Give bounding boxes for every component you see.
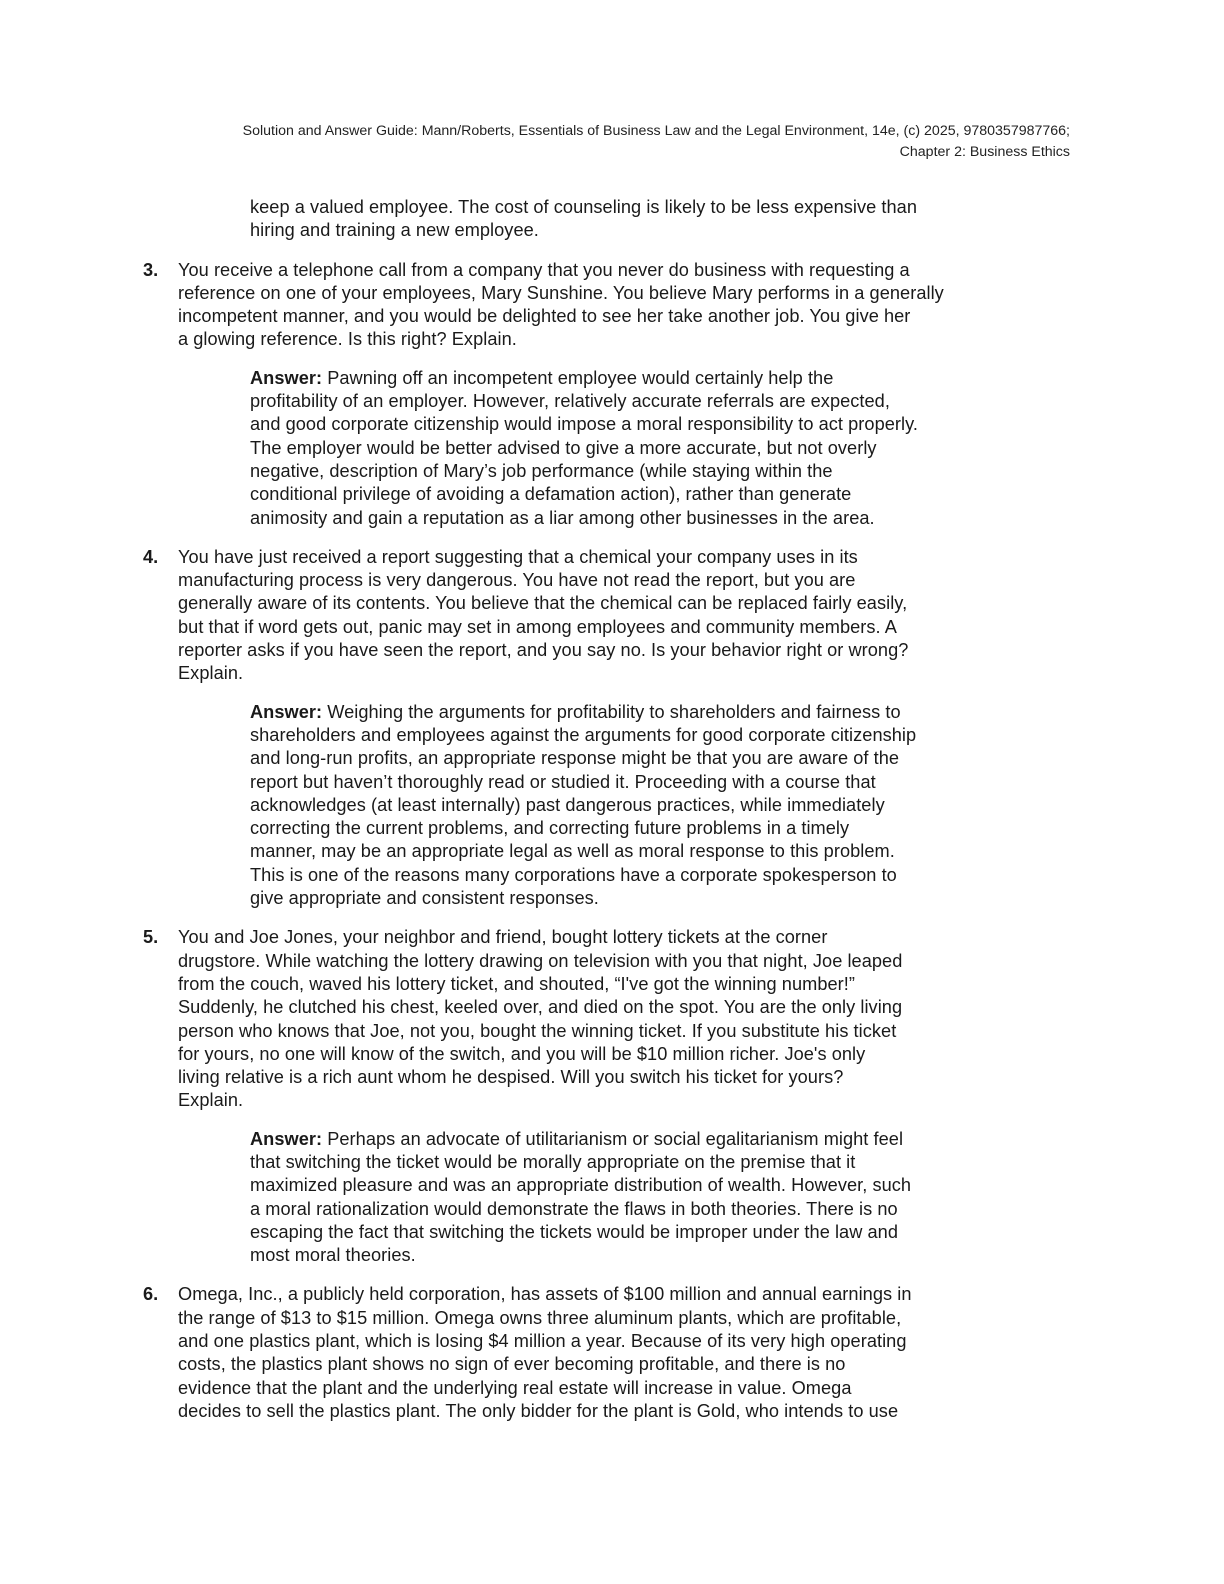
question-number: 3. [143, 259, 159, 280]
text-line: hiring and training a new employee. [250, 220, 539, 241]
text-line: You have just received a report suggesting that a chemical your company uses in its [178, 546, 858, 567]
answer-3 [250, 367, 1080, 530]
text-line: shareholders and employees against the arguments for good corporate citizenship [250, 724, 917, 745]
header-chapter-title: Chapter 2: Business Ethics [899, 144, 1070, 160]
answer-text: Weighing the arguments for profitability to shareholders and fairness to [322, 701, 901, 722]
text-line: most moral theories. [250, 1245, 416, 1266]
text-line [250, 1128, 1080, 1151]
page-body [0, 196, 1224, 1423]
text-line: Suddenly, he clutched his chest, keeled over, and died on the spot. You are the only living [178, 997, 903, 1018]
text-line: give appropriate and consistent responses. [250, 888, 599, 909]
text-line: You and Joe Jones, your neighbor and friend, bought lottery tickets at the corner [178, 927, 828, 948]
text-line: maximized pleasure and was an appropriate distribution of wealth. However, such [250, 1175, 912, 1196]
text-line: that switching the ticket would be morally appropriate on the premise that it [250, 1151, 856, 1172]
text-line: and one plastics plant, which is losing $4 million a year. Because of its very high operating [178, 1331, 907, 1352]
text-line: profitability of an employer. However, relatively accurate referrals are expected, [250, 391, 890, 412]
text-line: acknowledges (at least internally) past dangerous practices, while immediately [250, 794, 885, 815]
text-line: decides to sell the plastics plant. The only bidder for the plant is Gold, who intends to use [178, 1400, 899, 1421]
question-number: 4. [143, 546, 159, 567]
text-line: report but haven’t thoroughly read or studied it. Proceeding with a course that [250, 771, 876, 792]
question-6 [143, 1283, 1078, 1423]
text-line: conditional privilege of avoiding a defamation action), rather than generate [250, 484, 852, 505]
answer-label: Answer: [250, 1128, 323, 1149]
text-line: Explain. [178, 1090, 244, 1111]
text-line: and good corporate citizenship would impose a moral responsibility to act properly. [250, 414, 919, 435]
text-line: from the couch, waved his lottery ticket, and shouted, “I've got the winning number!” [178, 973, 855, 994]
text-line: The employer would be better advised to give a more accurate, but not overly [250, 437, 877, 458]
running-header [58, 121, 1070, 163]
question-4 [143, 546, 1078, 686]
answer-4 [250, 701, 1080, 911]
text-line: costs, the plastics plant shows no sign of ever becoming profitable, and there is no [178, 1354, 846, 1375]
previous-answer-continuation [250, 196, 1080, 243]
text-line: a moral rationalization would demonstrate the flaws in both theories. There is no [250, 1198, 898, 1219]
text-line: You receive a telephone call from a company that you never do business with requesting a [178, 259, 910, 280]
text-line: manufacturing process is very dangerous. You have not read the report, but you are [178, 570, 856, 591]
text-line: a glowing reference. Is this right? Explain. [178, 329, 517, 350]
text-line [250, 367, 1080, 390]
text-line: but that if word gets out, panic may set in among employees and community members. A [178, 616, 897, 637]
answer-text: Pawning off an incompetent employee would certainly help the [322, 367, 834, 388]
text-line: drugstore. While watching the lottery drawing on television with you that night, Joe leaped [178, 950, 903, 971]
text-line: generally aware of its contents. You believe that the chemical can be replaced fairly easily, [178, 593, 908, 614]
question-number: 5. [143, 927, 159, 948]
answer-5 [250, 1128, 1080, 1268]
text-line: living relative is a rich aunt whom he despised. Will you switch his ticket for yours? [178, 1067, 844, 1088]
text-line: manner, may be an appropriate legal as well as moral response to this problem. [250, 841, 895, 862]
text-line: reporter asks if you have seen the report, and you say no. Is your behavior right or wrong? [178, 640, 909, 661]
text-line: and long-run profits, an appropriate response might be that you are aware of the [250, 748, 900, 769]
question-number: 6. [143, 1284, 159, 1305]
text-line: keep a valued employee. The cost of counseling is likely to be less expensive than [250, 197, 917, 217]
text-line [250, 701, 1080, 724]
header-book-citation: Solution and Answer Guide: Mann/Roberts, Essentials of Business Law and the Legal Environment, 14e, (c) 2025, 9780357987766; [242, 123, 1070, 139]
text-line: escaping the fact that switching the tickets would be improper under the law and [250, 1221, 899, 1242]
question-3 [143, 259, 1078, 352]
text-line: Omega, Inc., a publicly held corporation, has assets of $100 million and annual earnings in [178, 1284, 912, 1305]
answer-label: Answer: [250, 701, 323, 722]
answer-label: Answer: [250, 367, 323, 388]
text-line: Explain. [178, 663, 244, 684]
text-line: correcting the current problems, and correcting future problems in a timely [250, 818, 850, 839]
answer-text: Perhaps an advocate of utilitarianism or social egalitarianism might feel [322, 1128, 904, 1149]
text-line: for yours, no one will know of the switch, and you will be $10 million richer. Joe's only [178, 1043, 866, 1064]
text-line: reference on one of your employees, Mary Sunshine. You believe Mary performs in a generally [178, 282, 944, 303]
text-line: person who knows that Joe, not you, bought the winning ticket. If you substitute his ticket [178, 1020, 897, 1041]
text-line: evidence that the plant and the underlying real estate will increase in value. Omega [178, 1377, 852, 1398]
question-5 [143, 926, 1078, 1112]
text-line: incompetent manner, and you would be delighted to see her take another job. You give her [178, 306, 911, 327]
text-line: This is one of the reasons many corporations have a corporate spokesperson to [250, 864, 897, 885]
text-line: the range of $13 to $15 million. Omega owns three aluminum plants, which are profitable, [178, 1307, 902, 1328]
text-line: animosity and gain a reputation as a liar among other businesses in the area. [250, 507, 875, 528]
text-line: negative, description of Mary’s job performance (while staying within the [250, 460, 833, 481]
